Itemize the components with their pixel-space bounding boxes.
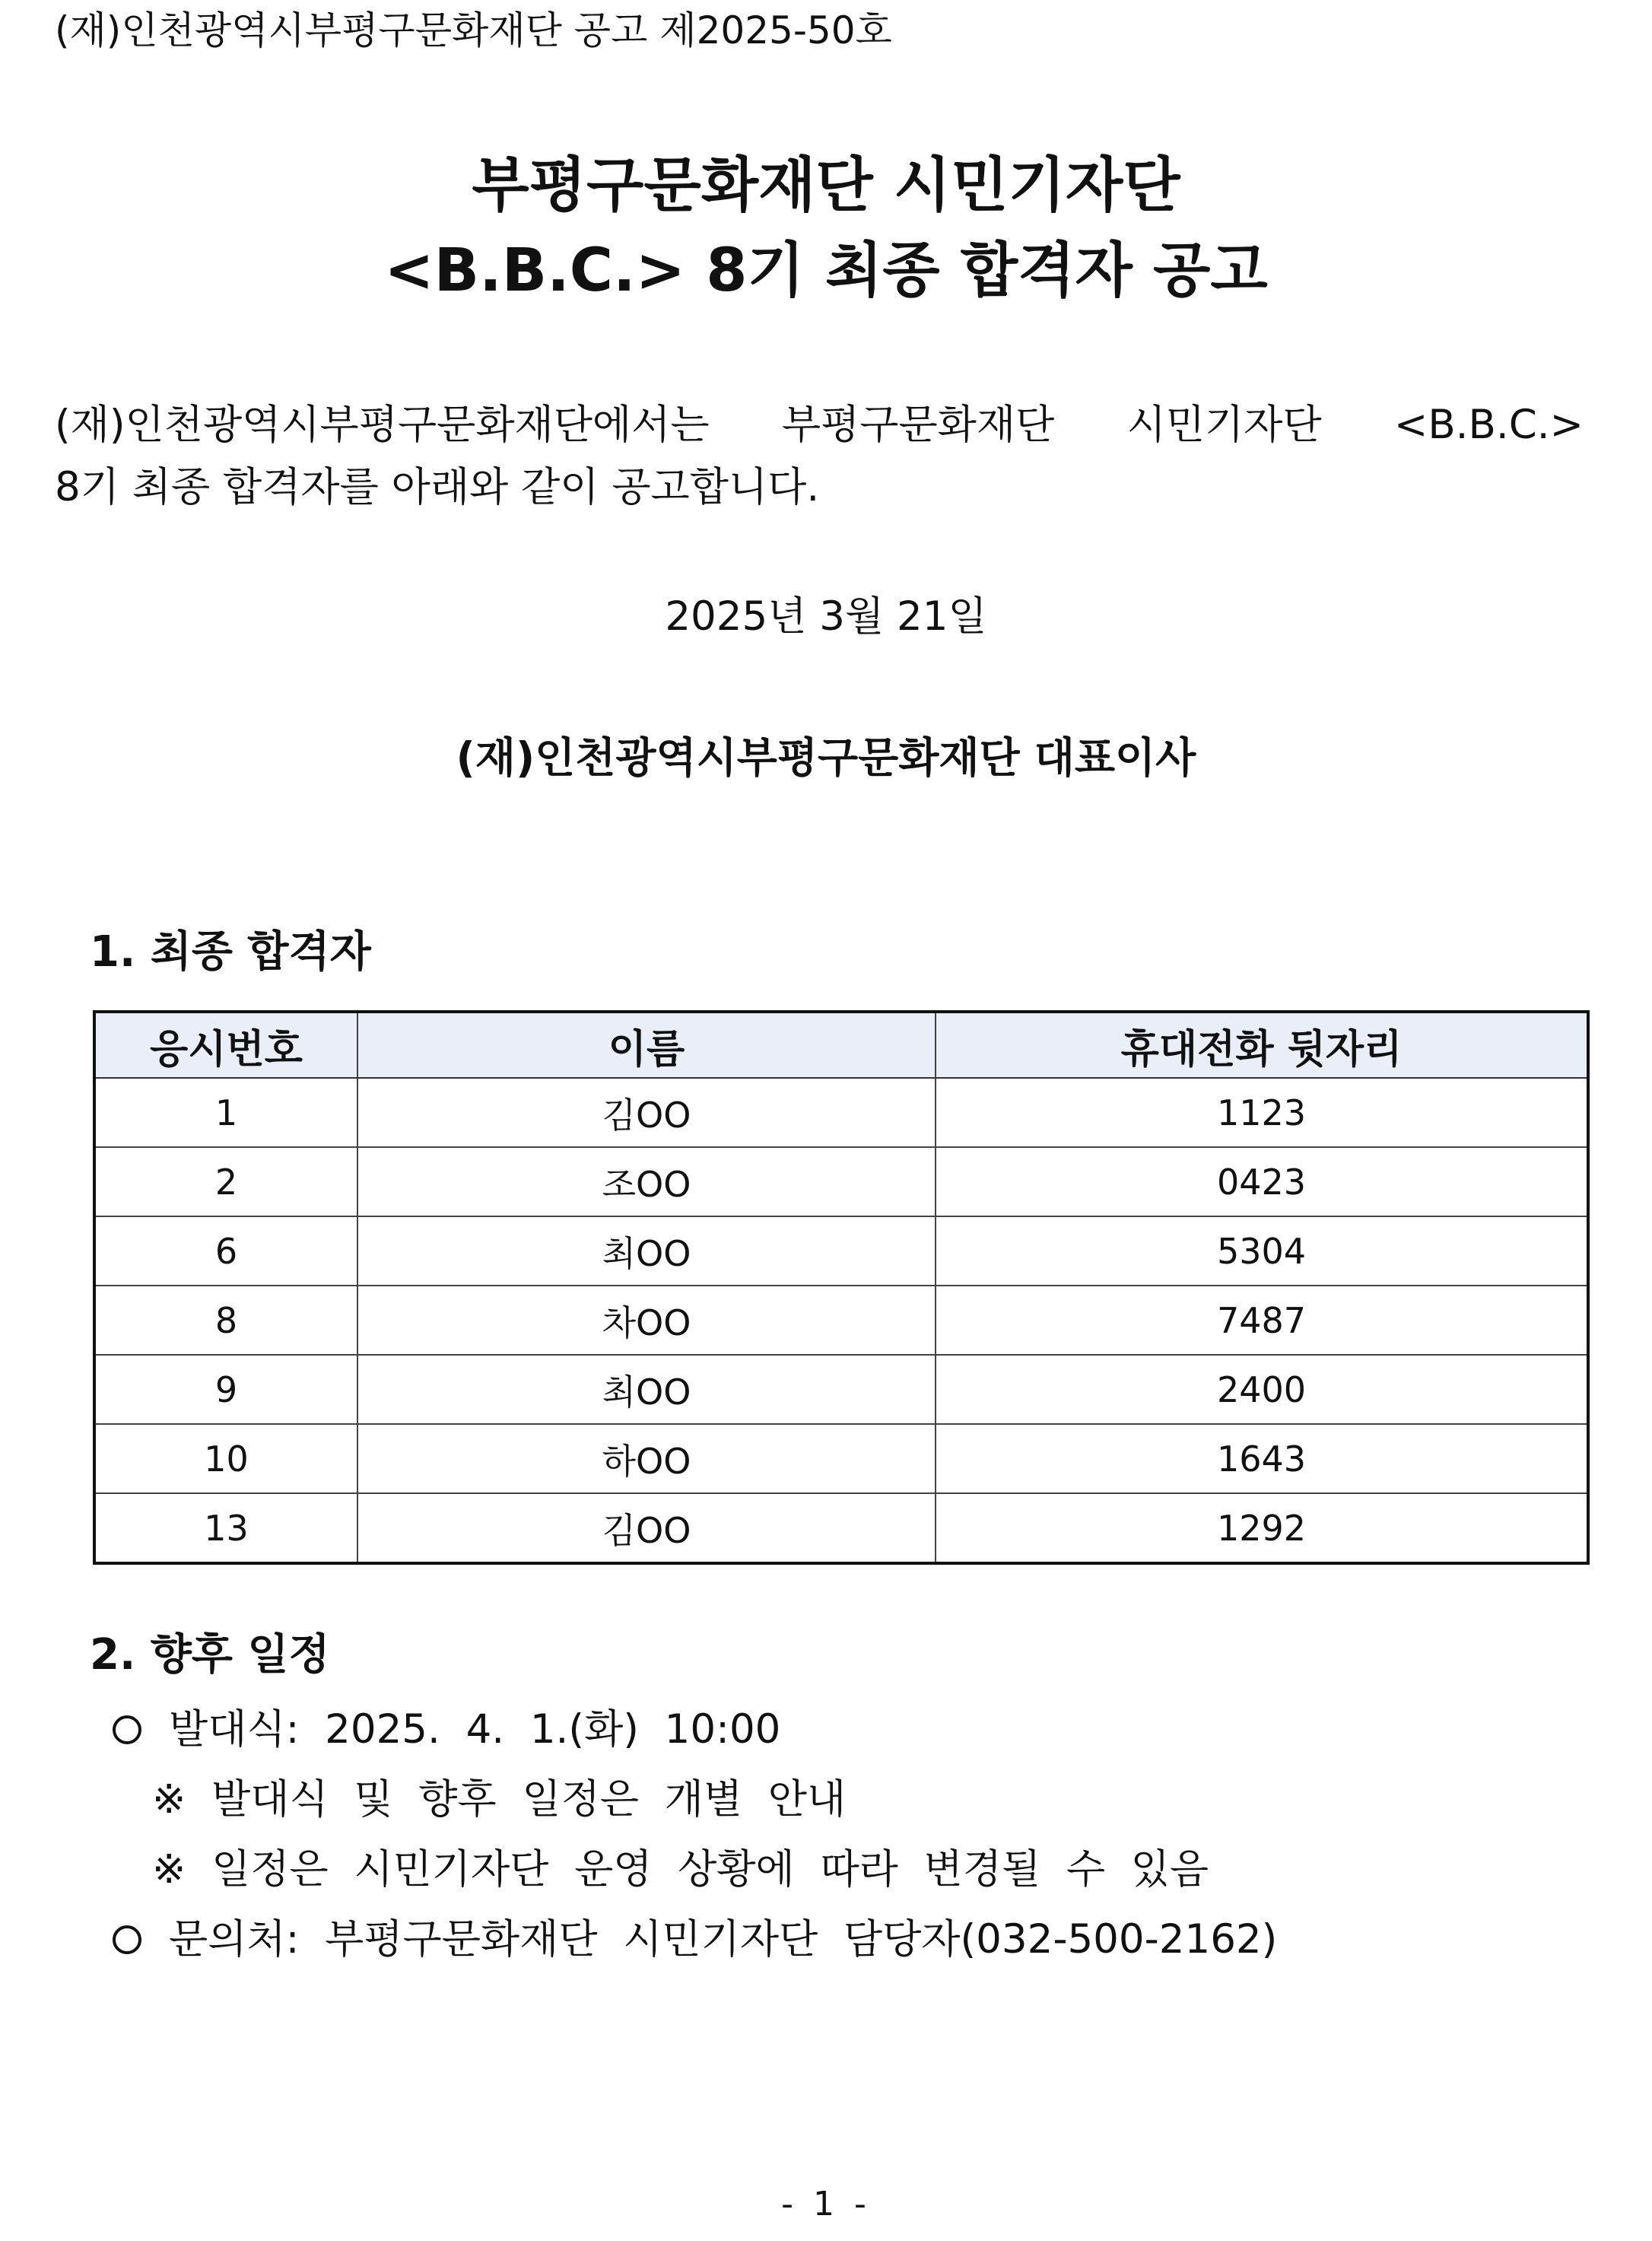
circle-bullet-icon — [113, 1925, 141, 1954]
table-row — [94, 1424, 1588, 1493]
cell-number: 9 — [94, 1355, 357, 1424]
section-title-schedule: 2. 향후 일정 — [90, 1630, 330, 1680]
schedule-item-contact — [113, 1905, 1277, 1975]
column-header-number: 응시번호 — [94, 1012, 357, 1078]
cell-name: 하OO — [357, 1424, 936, 1493]
column-header-name: 이름 — [357, 1012, 936, 1078]
intro-paragraph — [55, 394, 1584, 519]
signer: (재)인천광역시부평구문화재단 대표이사 — [456, 733, 1196, 782]
cell-number: 13 — [94, 1493, 357, 1563]
circle-bullet-icon — [113, 1715, 141, 1744]
cell-name: 차OO — [357, 1286, 936, 1355]
table-header-row — [94, 1012, 1588, 1078]
cell-number: 8 — [94, 1286, 357, 1355]
cell-phone: 2400 — [936, 1355, 1588, 1424]
table-row — [94, 1355, 1588, 1424]
table-row — [94, 1216, 1588, 1286]
section-title-final-passers: 1. 최종 합격자 — [90, 927, 371, 977]
cell-phone: 5304 — [936, 1216, 1588, 1286]
announcement-date: 2025년 3월 21일 — [665, 593, 987, 640]
cell-phone: 0423 — [936, 1147, 1588, 1216]
schedule-item-ceremony — [113, 1695, 1277, 1765]
column-header-phone: 휴대전화 뒷자리 — [936, 1012, 1588, 1078]
cell-name: 김OO — [357, 1078, 936, 1147]
schedule-note: ※ 발대식 및 향후 일정은 개별 안내 — [152, 1776, 847, 1823]
schedule-item-text: 문의처: 부평구문화재단 시민기자단 담당자(032-500-2162) — [169, 1916, 1278, 1963]
table-row — [94, 1286, 1588, 1355]
cell-phone: 7487 — [936, 1286, 1588, 1355]
cell-name: 김OO — [357, 1493, 936, 1563]
table-row — [94, 1493, 1588, 1563]
schedule-list — [113, 1695, 1277, 1975]
cell-phone: 1292 — [936, 1493, 1588, 1563]
intro-line-1: (재)인천광역시부평구문화재단에서는 부평구문화재단 시민기자단 <B.B.C.> — [55, 402, 1584, 448]
intro-line-2: 8기 최종 합격자를 아래와 같이 공고합니다. — [55, 464, 820, 510]
cell-name: 조OO — [357, 1147, 936, 1216]
title-line-1: 부평구문화재단 시민기자단 — [472, 151, 1180, 220]
schedule-note: ※ 일정은 시민기자단 운영 상황에 따라 변경될 수 있음 — [152, 1846, 1209, 1893]
cell-phone: 1643 — [936, 1424, 1588, 1493]
document-title — [0, 143, 1652, 313]
cell-number: 2 — [94, 1147, 357, 1216]
cell-phone: 1123 — [936, 1078, 1588, 1147]
cell-number: 6 — [94, 1216, 357, 1286]
schedule-item-text: 발대식: 2025. 4. 1.(화) 10:00 — [169, 1706, 781, 1753]
cell-name: 최OO — [357, 1216, 936, 1286]
cell-number: 10 — [94, 1424, 357, 1493]
table-row — [94, 1078, 1588, 1147]
announcement-number: (재)인천광역시부평구문화재단 공고 제2025-50호 — [55, 8, 892, 52]
page-number: - 1 - — [781, 2185, 871, 2224]
cell-number: 1 — [94, 1078, 357, 1147]
passers-table — [93, 1010, 1590, 1565]
table-row — [94, 1147, 1588, 1216]
title-line-2: <B.B.C.> 8기 최종 합격자 공고 — [384, 237, 1268, 305]
cell-name: 최OO — [357, 1355, 936, 1424]
